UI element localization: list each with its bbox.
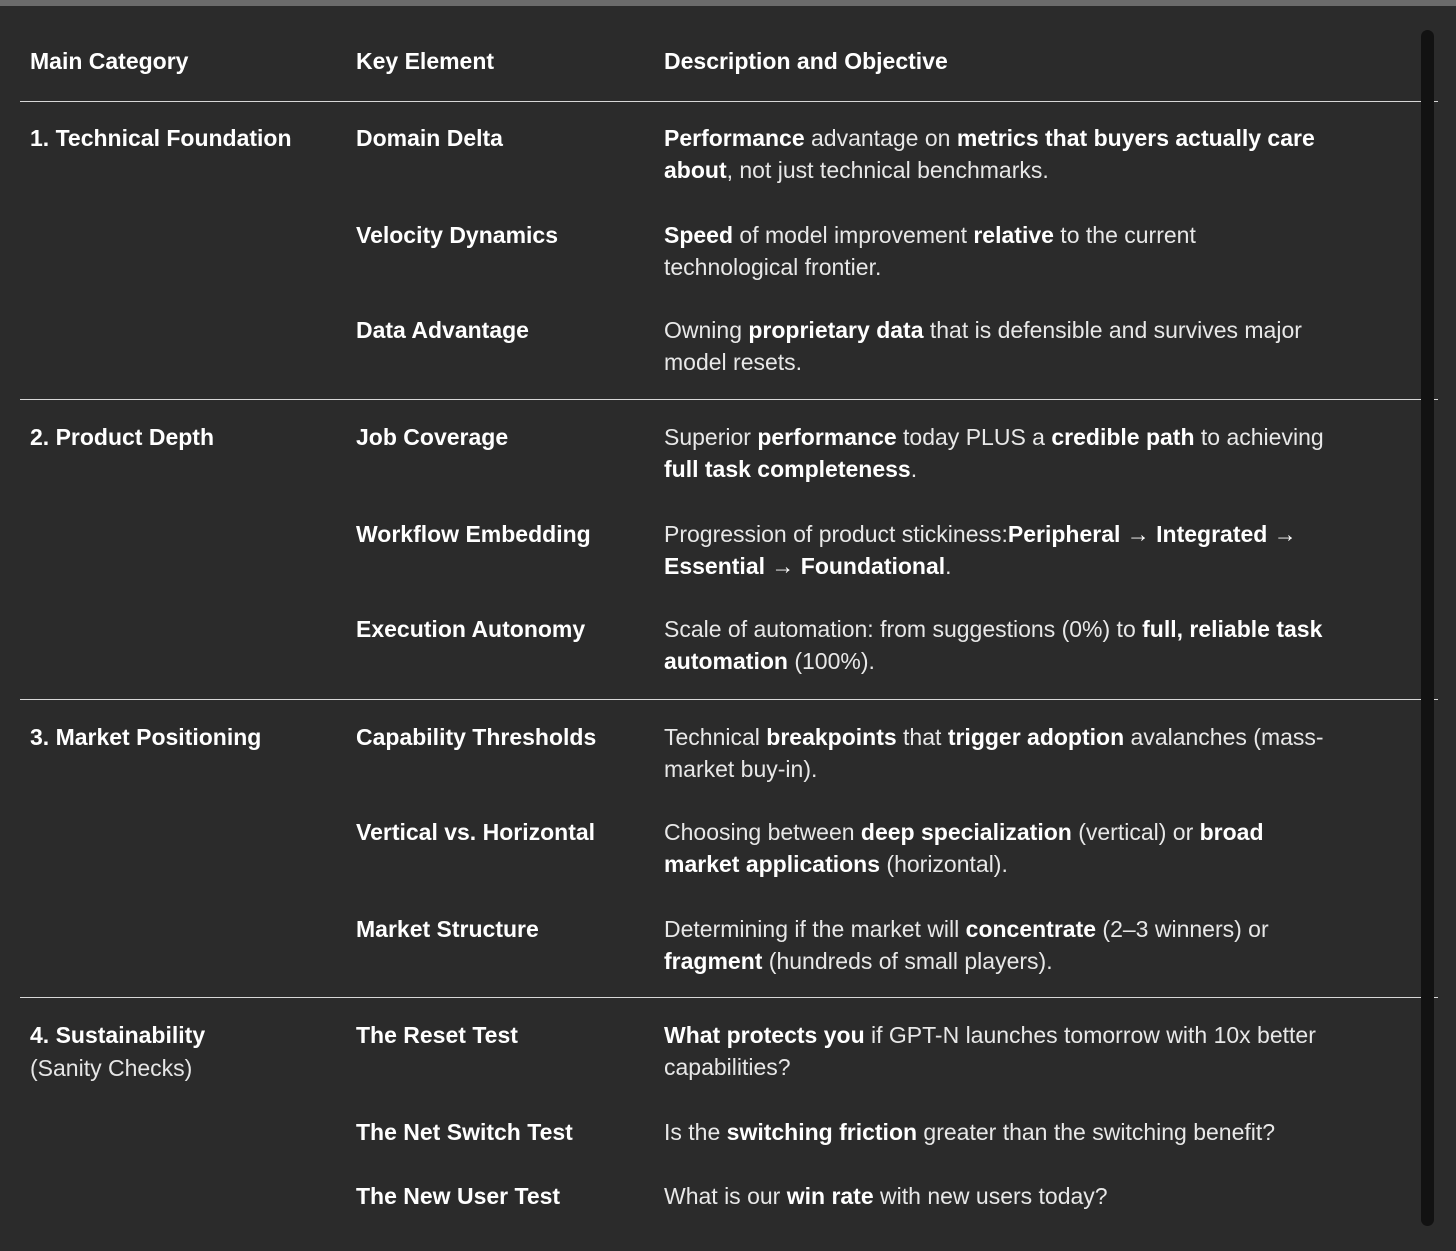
description-text: to the current technological frontier. (664, 222, 1196, 280)
description-text: that (896, 724, 948, 750)
description-emphasis: fragment (664, 948, 763, 974)
description (664, 518, 1334, 582)
description (664, 219, 1334, 283)
header-main-category: Main Category (30, 48, 189, 74)
category-subtitle: (Sanity Checks) (30, 1055, 193, 1081)
key-element: The Reset Test (356, 1022, 518, 1048)
category-label (30, 421, 214, 454)
description (664, 314, 1334, 378)
description-text: What is our (664, 1183, 787, 1209)
description (664, 913, 1334, 977)
category-title: 3. Market Positioning (30, 724, 262, 750)
category-title: 2. Product Depth (30, 424, 215, 450)
description-emphasis: What protects you (664, 1022, 865, 1048)
description-emphasis: Speed (664, 222, 734, 248)
description-text: avalanches (mass-market buy-in). (664, 724, 1324, 782)
header-description: Description and Objective (664, 48, 948, 74)
framework-table (20, 28, 1438, 1228)
key-element: Vertical vs. Horizontal (356, 819, 596, 845)
description-text: greater than the switching benefit? (917, 1119, 1276, 1145)
description-text: Owning (664, 317, 749, 343)
description-emphasis: credible path (1051, 424, 1195, 450)
description-emphasis: proprietary data (748, 317, 924, 343)
description-emphasis: win rate (786, 1183, 874, 1209)
description-emphasis: Peripheral → Integrated → Essential → Foundational (664, 521, 1297, 579)
description-text: advantage on (804, 125, 957, 151)
description-text: Scale of automation: from suggestions (0%) to (664, 616, 1143, 642)
description-text: (horizontal). (880, 851, 1008, 877)
description-text: (2–3 winners) or (1096, 916, 1269, 942)
description-emphasis: broad market applications (664, 819, 1264, 877)
description-emphasis: breakpoints (766, 724, 897, 750)
description-emphasis: full, reliable task automation (664, 616, 1323, 674)
description-text: . (945, 553, 952, 579)
header-key-element: Key Element (356, 48, 495, 74)
category-group (20, 700, 1438, 998)
description-text: Progression of product stickiness: (664, 521, 1008, 547)
description-emphasis: Performance (664, 125, 805, 151)
description (664, 816, 1334, 880)
description-text: with new users today? (873, 1183, 1108, 1209)
description-text: of model improvement (733, 222, 974, 248)
category-label (30, 721, 261, 754)
category-group (20, 998, 1438, 1228)
description-emphasis: trigger adoption (947, 724, 1125, 750)
key-element: Capability Thresholds (356, 724, 597, 750)
key-element: The Net Switch Test (356, 1119, 573, 1145)
description (664, 1116, 1334, 1148)
key-element: Workflow Embedding (356, 521, 591, 547)
description-text: . (910, 456, 918, 482)
description-text: if GPT-N launches tomorrow with 10x better capabilities? (664, 1022, 1316, 1080)
description-emphasis: performance (757, 424, 897, 450)
description-emphasis: full task completeness (664, 456, 911, 482)
description-text: Technical (664, 724, 767, 750)
key-element: Data Advantage (356, 317, 529, 343)
key-element: Job Coverage (356, 424, 509, 450)
category-title: 1. Technical Foundation (30, 125, 292, 151)
description (664, 1180, 1334, 1212)
key-element: The New User Test (356, 1183, 561, 1209)
description-text: today PLUS a (896, 424, 1052, 450)
description-text: Is the (664, 1119, 727, 1145)
description-text: (hundreds of small players). (762, 948, 1053, 974)
description-text: Superior (664, 424, 758, 450)
description (664, 721, 1334, 785)
category-group (20, 102, 1438, 400)
category-label (30, 122, 292, 155)
description-text: (100%). (787, 648, 875, 674)
description-emphasis: relative (973, 222, 1054, 248)
category-label (30, 1019, 205, 1085)
description-text: Choosing between (664, 819, 861, 845)
table-header (20, 28, 1438, 102)
description-text: , not just technical benchmarks. (726, 157, 1049, 183)
category-group (20, 400, 1438, 700)
description-text: Determining if the market will (664, 916, 966, 942)
description-emphasis: concentrate (965, 916, 1097, 942)
description-emphasis: switching friction (726, 1119, 918, 1145)
description (664, 421, 1334, 485)
description (664, 1019, 1334, 1083)
description (664, 122, 1334, 186)
key-element: Velocity Dynamics (356, 222, 558, 248)
key-element: Domain Delta (356, 125, 503, 151)
description-emphasis: deep specialization (860, 819, 1072, 845)
description-text: to achieving (1194, 424, 1324, 450)
category-title: 4. Sustainability (30, 1022, 206, 1048)
key-element: Execution Autonomy (356, 616, 586, 642)
description (664, 613, 1334, 677)
description-emphasis: metrics that buyers actually care about (664, 125, 1315, 183)
window-top-edge (0, 0, 1456, 6)
description-text: (vertical) or (1071, 819, 1200, 845)
description-text: that is defensible and survives major model resets. (664, 317, 1302, 375)
vertical-scrollbar[interactable] (1421, 30, 1434, 1226)
key-element: Market Structure (356, 916, 539, 942)
